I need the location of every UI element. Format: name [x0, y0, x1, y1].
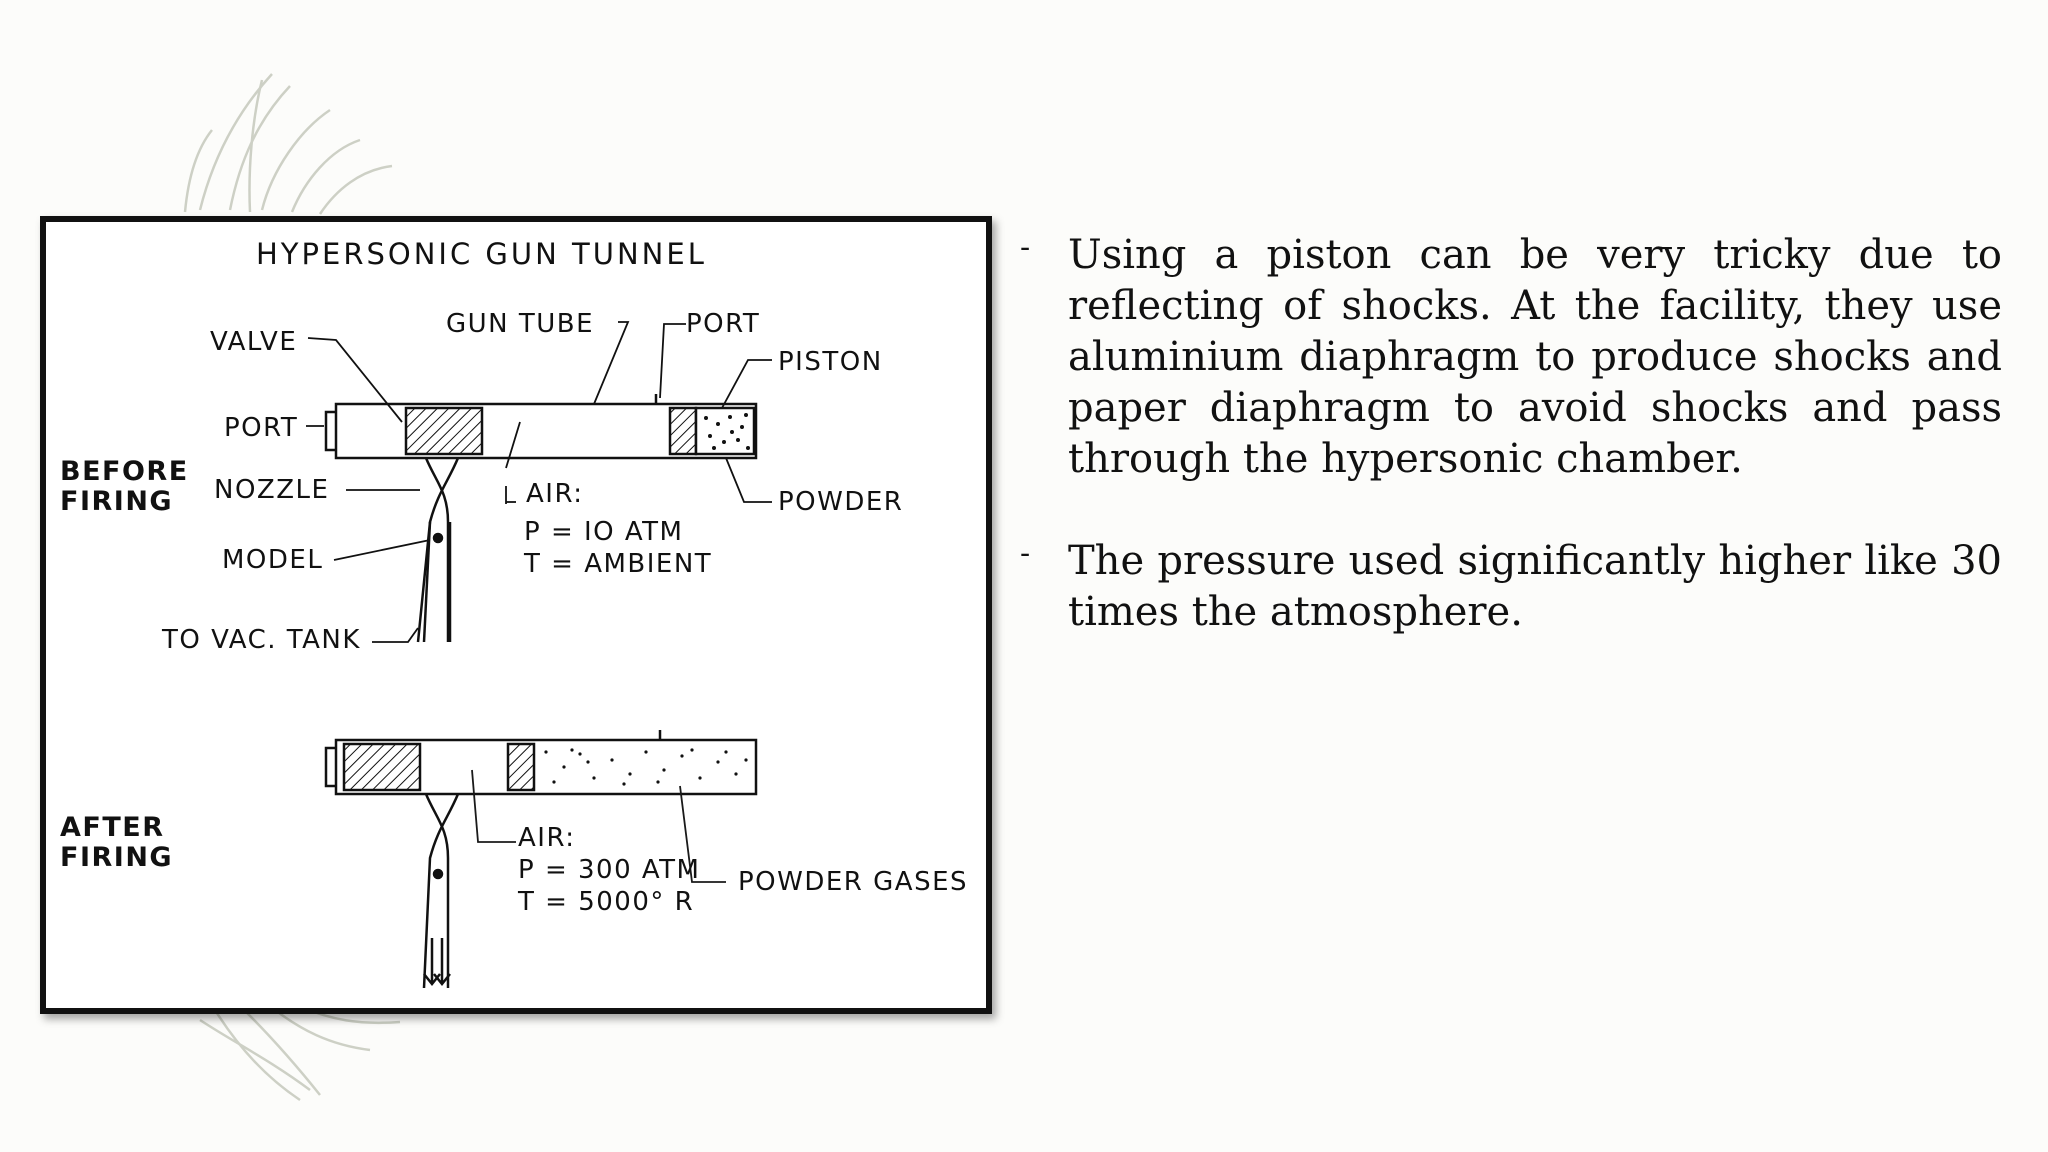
after-valve-block: [344, 744, 420, 790]
label-port-top: PORT: [686, 309, 761, 339]
valve-block: [406, 408, 482, 454]
before-air-temperature: T = AMBIENT: [524, 549, 713, 579]
label-powder: POWDER: [778, 487, 904, 517]
after-air-temperature: T = 5000° R: [518, 887, 695, 917]
hypersonic-gun-tunnel-diagram: [46, 222, 986, 1008]
bullet-item: [1020, 536, 2002, 638]
after-firing-label-line2: FIRING: [60, 842, 174, 873]
bullet-text: Using a piston can be very tricky due to reflecting of shocks. At the facility, they use aluminium diaphragm to produce shocks and paper diaphragm to avoid shocks and pass through the hypersonic chamber.: [1068, 232, 2002, 482]
diagram-title: HYPERSONIC GUN TUNNEL: [256, 237, 707, 271]
before-air-label: AIR:: [526, 479, 584, 509]
bullet-item: [1020, 230, 2002, 485]
label-model: MODEL: [222, 545, 324, 575]
after-air-pressure: P = 300 ATM: [518, 855, 701, 885]
label-vac-tank: TO VAC. TANK: [162, 625, 361, 655]
label-gun-tube: GUN TUBE: [446, 309, 595, 339]
diagram-figure: [40, 216, 992, 1014]
before-firing-label-line2: FIRING: [60, 486, 174, 517]
after-air-label: AIR:: [518, 823, 576, 853]
label-nozzle: NOZZLE: [214, 475, 330, 505]
bullet-marker: -: [1020, 230, 1031, 265]
bullet-list: [1020, 230, 2002, 689]
bullet-marker: -: [1020, 536, 1031, 571]
label-powder-gases: POWDER GASES: [738, 867, 968, 897]
label-valve: VALVE: [210, 327, 298, 357]
piston-block: [670, 408, 696, 454]
label-port-left: PORT: [224, 413, 299, 443]
label-piston: PISTON: [778, 347, 883, 377]
after-firing-label-line1: AFTER: [60, 812, 165, 843]
before-firing-label-line1: BEFORE: [60, 456, 189, 487]
after-piston-block: [508, 744, 534, 790]
bullet-text: The pressure used significantly higher like 30 times the atmosphere.: [1068, 538, 2002, 635]
before-air-pressure: P = IO ATM: [524, 517, 684, 547]
